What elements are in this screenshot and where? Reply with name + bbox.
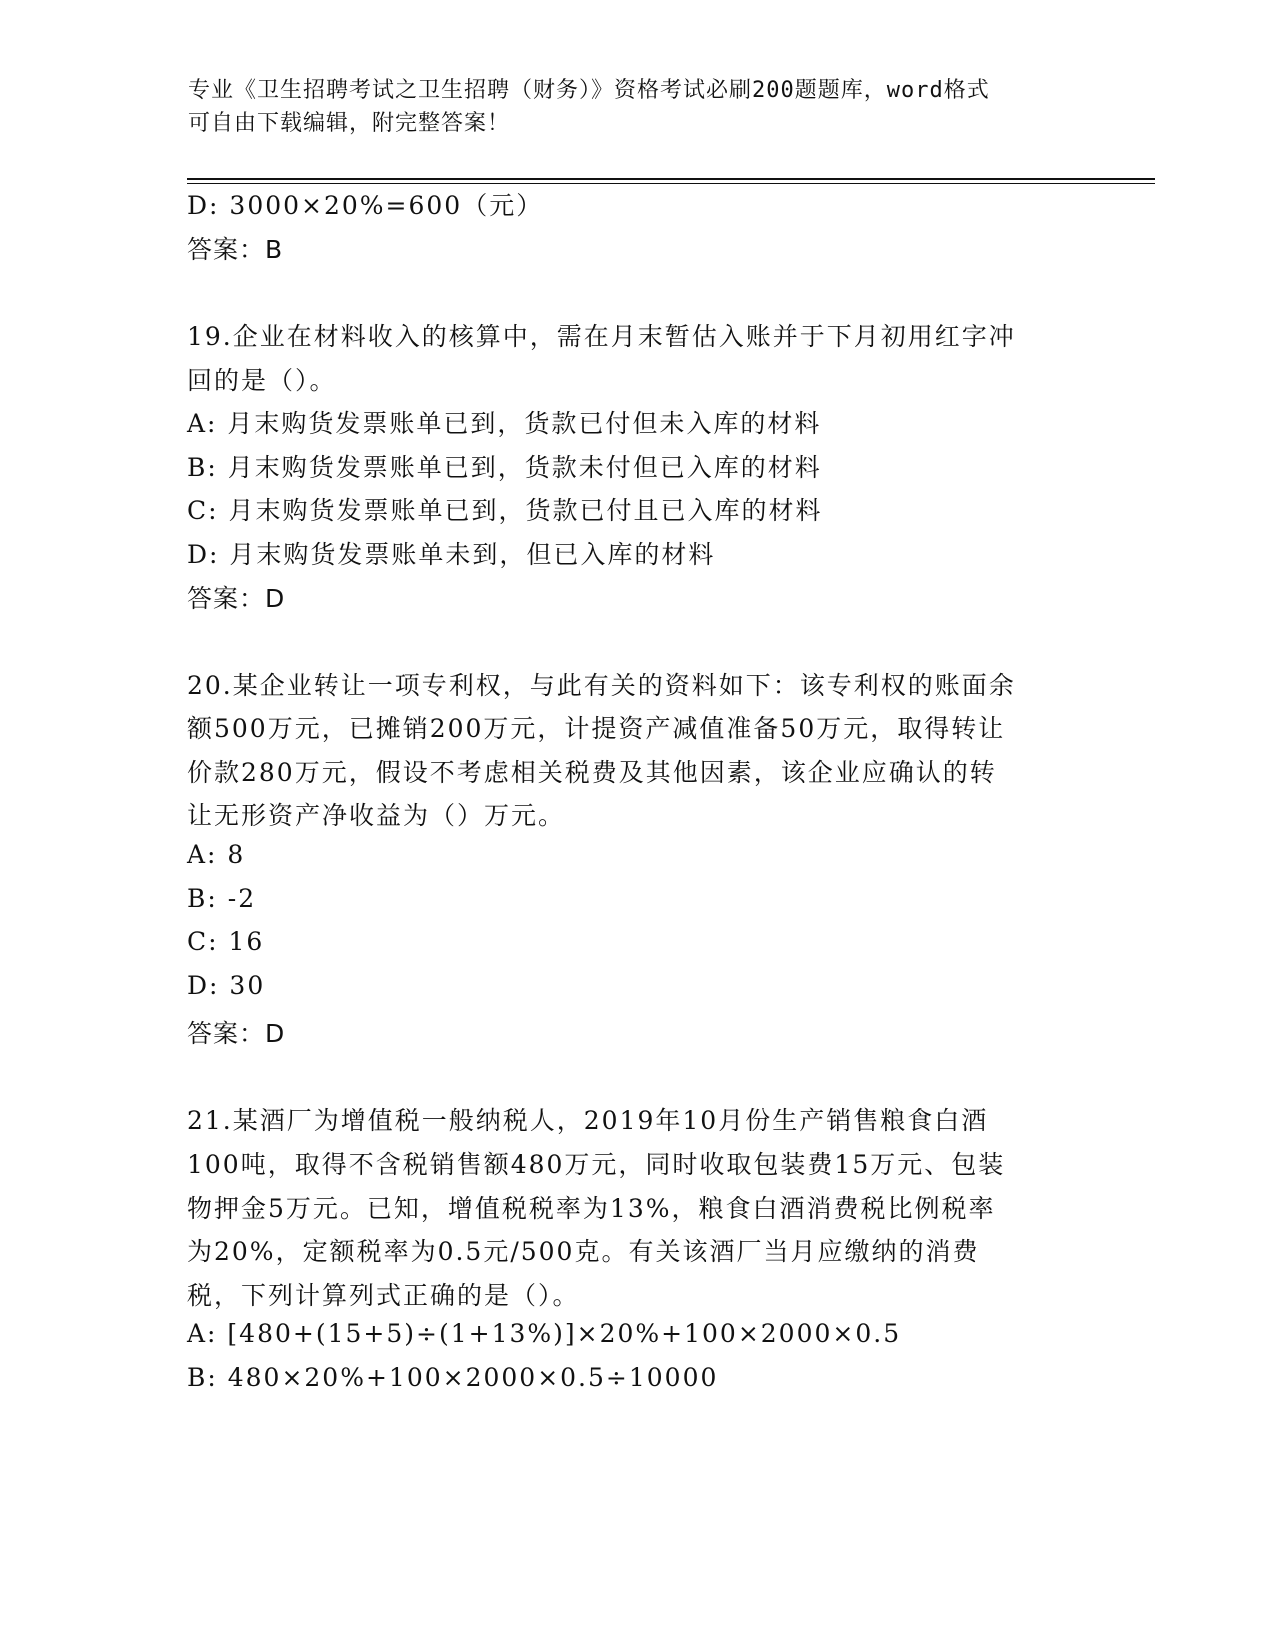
q18-answer: 答案：B — [187, 235, 284, 264]
q20-stem-line-1: 20.某企业转让一项专利权，与此有关的资料如下：该专利权的账面余 — [187, 671, 1016, 700]
q19-option-b: B: 月末购货发票账单已到，货款未付但已入库的材料 — [187, 453, 822, 482]
page-header — [188, 74, 1088, 140]
q21-stem-line-4: 为20%，定额税率为0.5元/500克。有关该酒厂当月应缴纳的消费 — [187, 1237, 980, 1266]
q21-stem-line-5: 税，下列计算列式正确的是（）。 — [187, 1281, 580, 1310]
q21-stem-line-1: 21.某酒厂为增值税一般纳税人，2019年10月份生产销售粮食白酒 — [187, 1106, 989, 1135]
q19-stem-line-1: 19.企业在材料收入的核算中，需在月末暂估入账并于下月初用红字冲 — [187, 322, 1016, 351]
q21-option-b: B: 480×20%+100×2000×0.5÷10000 — [187, 1363, 719, 1392]
q20-option-b: B: -2 — [187, 884, 257, 913]
q20-option-d: D: 30 — [187, 971, 266, 1000]
q20-stem-line-3: 价款280万元，假设不考虑相关税费及其他因素，该企业应确认的转 — [187, 758, 997, 787]
q21-stem-line-2: 100吨，取得不含税销售额480万元，同时收取包装费15万元、包装 — [187, 1150, 1006, 1179]
header-title-line-1: 专业《卫生招聘考试之卫生招聘（财务）》资格考试必刷200题题库，word格式 — [188, 78, 990, 103]
q20-stem-line-4: 让无形资产净收益为（）万元。 — [187, 801, 566, 830]
q19-answer: 答案：D — [187, 584, 286, 613]
q18-option-d: D: 3000×20%=600（元） — [187, 191, 544, 220]
q19-option-c: C: 月末购货发票账单已到，货款已付且已入库的材料 — [187, 496, 823, 525]
header-divider-thin — [187, 183, 1155, 184]
header-title-line-2: 可自由下载编辑，附完整答案！ — [188, 111, 511, 136]
q20-option-c: C: 16 — [187, 927, 265, 956]
q20-option-a: A: 8 — [187, 840, 246, 869]
q19-stem-line-2: 回的是（）。 — [187, 366, 337, 395]
q19-option-d: D: 月末购货发票账单未到，但已入库的材料 — [187, 540, 716, 569]
q19-option-a: A: 月末购货发票账单已到，货款已付但未入库的材料 — [187, 409, 822, 438]
q20-answer: 答案：D — [187, 1019, 286, 1048]
q21-stem-line-3: 物押金5万元。已知，增值税税率为13%，粮食白酒消费税比例税率 — [187, 1194, 996, 1223]
q20-stem-line-2: 额500万元，已摊销200万元，计提资产减值准备50万元，取得转让 — [187, 714, 1006, 743]
q21-option-a: A: [480+(15+5)÷(1+13%)]×20%+100×2000×0.5 — [187, 1319, 902, 1348]
header-divider-thick — [187, 178, 1155, 180]
